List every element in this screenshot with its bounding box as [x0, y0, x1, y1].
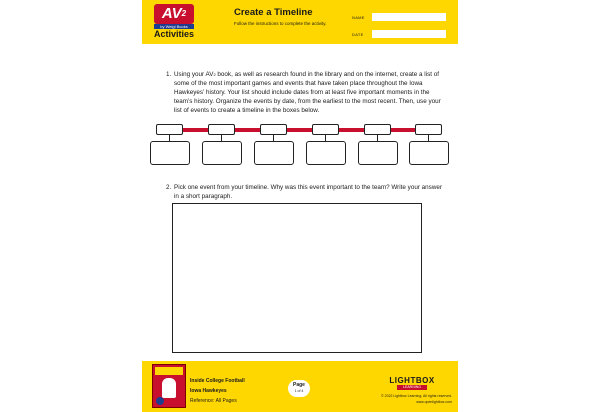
- answer-box[interactable]: [172, 203, 422, 353]
- publisher-subtext: LEARNING: [397, 385, 427, 390]
- logo-superscript: 2: [181, 9, 187, 18]
- website-text: www.openlightbox.com: [416, 400, 452, 404]
- question-1-text-end: book, as well as research found in the library and on the internet, create a list of some of the most important games and events that have taken place throughout the Iowa Hawkeyes’ history. Your list should include dates from at least five important moments in the team’s history. Organize the events by date, from the earliest to the most recent. Then, use your list of events to create a timeline in the boxes below.: [174, 71, 441, 114]
- timeline-event-box[interactable]: [202, 141, 242, 165]
- timeline-event-box[interactable]: [254, 141, 294, 165]
- publisher-name: LIGHTBOX: [389, 376, 435, 385]
- timeline-date-box[interactable]: [156, 124, 183, 135]
- question-1-text-start: Using your AV: [174, 71, 214, 78]
- book-title: Iowa Hawkeyes: [190, 388, 227, 394]
- page-number: 1 of 4: [294, 389, 304, 393]
- name-field[interactable]: [372, 13, 446, 21]
- logo-text: AV: [161, 5, 182, 22]
- book-cover-banner: [155, 367, 183, 375]
- reference-text: Reference: All Pages: [190, 398, 237, 404]
- section-label: Activities: [153, 29, 195, 39]
- page-indicator: [288, 380, 310, 397]
- question-2-number: 2.: [166, 184, 172, 191]
- timeline-date-box[interactable]: [415, 124, 442, 135]
- book-cover-badge: [156, 397, 164, 405]
- question-1-superscript: 2: [213, 72, 216, 77]
- timeline-event-box[interactable]: [409, 141, 449, 165]
- lightbox-logo: [382, 376, 442, 390]
- question-2: [166, 183, 448, 203]
- page-subtitle: Follow the instructions to complete the activity.: [234, 21, 327, 26]
- logo-subtext: by Weigl Books: [154, 24, 194, 29]
- page-title: Create a Timeline: [234, 7, 313, 18]
- question-2-text: Pick one event from your timeline. Why was this event important to the team? Write your answer in a short paragraph.: [174, 184, 442, 200]
- logo-mark: [154, 4, 194, 24]
- copyright-text: © 2022 Lightbox Learning. All rights reserved.: [381, 394, 452, 398]
- question-1-text: [174, 70, 448, 115]
- timeline-date-box[interactable]: [260, 124, 287, 135]
- worksheet-header: [142, 0, 458, 44]
- page-label: Page: [293, 382, 305, 388]
- worksheet-footer: [142, 361, 458, 412]
- timeline-date-box[interactable]: [312, 124, 339, 135]
- question-1-number: 1.: [166, 71, 172, 78]
- timeline-event-box[interactable]: [358, 141, 398, 165]
- timeline-line: [156, 128, 442, 132]
- question-1: [166, 70, 448, 120]
- av2-logo: [148, 4, 200, 40]
- book-cover-image: [152, 364, 186, 408]
- series-title: Inside College Football: [190, 378, 245, 384]
- name-label: NAME: [352, 15, 365, 20]
- worksheet-page: [142, 0, 458, 412]
- date-field[interactable]: [372, 30, 446, 38]
- date-label: DATE: [352, 32, 364, 37]
- timeline-event-box[interactable]: [306, 141, 346, 165]
- timeline-date-box[interactable]: [208, 124, 235, 135]
- timeline: [142, 120, 458, 180]
- copyright-block: [352, 393, 452, 405]
- book-cover-player: [162, 378, 176, 398]
- timeline-event-box[interactable]: [150, 141, 190, 165]
- timeline-date-box[interactable]: [364, 124, 391, 135]
